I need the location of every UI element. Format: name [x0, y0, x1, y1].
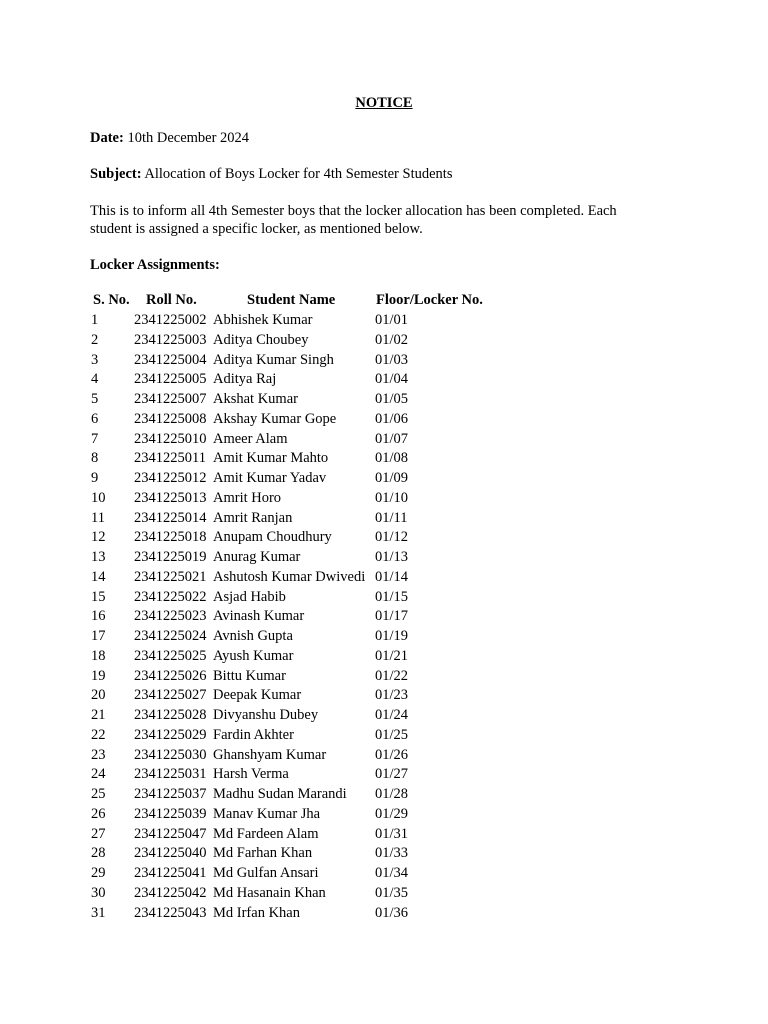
cell-name: Ghanshyam Kumar [213, 746, 327, 763]
cell-floor: 01/05 [375, 391, 409, 407]
cell-roll: 2341225011 [134, 450, 206, 467]
table-row [0, 746, 768, 766]
table-row [0, 528, 768, 548]
table-row [0, 469, 768, 489]
cell-sno: 27 [91, 825, 106, 842]
table-row [0, 647, 768, 667]
locker-table-rows [0, 311, 768, 923]
cell-floor: 01/09 [375, 470, 409, 486]
cell-roll: 2341225031 [134, 766, 207, 783]
cell-sno: 21 [91, 707, 106, 723]
table-row [0, 667, 768, 687]
cell-roll: 2341225043 [134, 904, 207, 921]
cell-floor: 01/12 [375, 529, 409, 546]
cell-floor: 01/26 [375, 746, 409, 763]
cell-name: Divyanshu Dubey [213, 707, 319, 723]
table-row [0, 588, 768, 608]
cell-sno: 17 [91, 628, 106, 644]
table-row [0, 390, 768, 410]
cell-sno: 9 [91, 470, 99, 486]
cell-roll: 2341225030 [134, 746, 207, 763]
cell-name: Amrit Horo [213, 489, 282, 506]
cell-roll: 2341225012 [134, 470, 207, 486]
cell-sno: 23 [91, 746, 106, 763]
intro-paragraph: This is to inform all 4th Semester boys that the locker allocation has been completed. Each student is assigned a specific locker, as mentioned below. [90, 203, 617, 237]
table-row [0, 430, 768, 450]
table-row [0, 370, 768, 390]
cell-floor: 01/02 [375, 331, 409, 348]
table-row [0, 548, 768, 568]
cell-roll: 2341225026 [134, 667, 207, 684]
cell-name: Aditya Kumar Singh [213, 351, 334, 368]
cell-roll: 2341225022 [134, 588, 207, 605]
cell-name: Md Farhan Khan [213, 845, 313, 862]
cell-name: Madhu Sudan Marandi [213, 786, 347, 802]
table-row [0, 884, 768, 904]
cell-floor: 01/04 [375, 371, 409, 388]
cell-name: Amit Kumar Mahto [213, 450, 329, 467]
cell-sno: 3 [91, 351, 99, 368]
cell-roll: 2341225005 [134, 371, 207, 388]
table-row [0, 805, 768, 825]
cell-floor: 01/14 [375, 568, 409, 585]
cell-floor: 01/08 [375, 450, 409, 467]
cell-name: Ameer Alam [213, 430, 288, 447]
cell-floor: 01/29 [375, 805, 409, 822]
cell-floor: 01/03 [375, 351, 409, 368]
cell-sno: 19 [91, 667, 106, 684]
cell-floor: 01/11 [375, 509, 408, 526]
cell-roll: 2341225040 [134, 845, 207, 862]
table-row [0, 726, 768, 746]
subject-line [90, 165, 452, 183]
cell-name: Deepak Kumar [213, 687, 302, 704]
table-row [0, 607, 768, 627]
cell-sno: 28 [91, 845, 106, 862]
cell-name: Akshat Kumar [213, 391, 298, 407]
table-row [0, 489, 768, 509]
cell-floor: 01/36 [375, 904, 409, 921]
cell-roll: 2341225025 [134, 647, 207, 664]
cell-roll: 2341225007 [134, 391, 207, 407]
date-label: Date: [90, 130, 124, 146]
header-sno: S. No. [93, 292, 130, 308]
cell-floor: 01/35 [375, 884, 409, 901]
table-row [0, 864, 768, 884]
notice-title: NOTICE [355, 95, 413, 111]
table-row [0, 410, 768, 430]
subject-label: Subject: [90, 166, 142, 182]
cell-roll: 2341225021 [134, 568, 207, 585]
cell-sno: 10 [91, 489, 106, 506]
cell-floor: 01/22 [375, 667, 409, 684]
header-roll: Roll No. [146, 292, 197, 308]
table-header [0, 291, 768, 309]
cell-roll: 2341225008 [134, 410, 207, 427]
cell-roll: 2341225027 [134, 687, 207, 704]
header-name: Student Name [247, 292, 336, 308]
cell-floor: 01/21 [375, 647, 409, 664]
cell-name: Amit Kumar Yadav [213, 470, 327, 486]
table-row [0, 311, 768, 331]
cell-name: Anurag Kumar [213, 549, 301, 565]
cell-sno: 2 [91, 331, 99, 348]
cell-name: Aditya Raj [213, 371, 277, 388]
table-row [0, 509, 768, 529]
table-row [0, 706, 768, 726]
cell-floor: 01/07 [375, 430, 409, 447]
cell-floor: 01/31 [375, 825, 409, 842]
table-row [0, 686, 768, 706]
cell-name: Ayush Kumar [213, 647, 294, 664]
cell-sno: 14 [91, 568, 106, 585]
cell-sno: 5 [91, 391, 99, 407]
cell-name: Akshay Kumar Gope [213, 410, 337, 427]
cell-sno: 13 [91, 549, 106, 565]
cell-sno: 18 [91, 647, 106, 664]
cell-sno: 29 [91, 865, 106, 881]
cell-floor: 01/13 [375, 549, 409, 565]
table-row [0, 568, 768, 588]
cell-name: Harsh Verma [213, 766, 289, 783]
cell-name: Md Gulfan Ansari [213, 865, 319, 881]
cell-roll: 2341225013 [134, 489, 207, 506]
cell-name: Md Fardeen Alam [213, 825, 319, 842]
cell-roll: 2341225014 [134, 509, 207, 526]
cell-name: Anupam Choudhury [213, 529, 332, 546]
cell-name: Avinash Kumar [213, 608, 305, 625]
cell-name: Asjad Habib [213, 588, 286, 605]
table-row [0, 627, 768, 647]
cell-name: Abhishek Kumar [213, 312, 313, 328]
cell-roll: 2341225002 [134, 312, 207, 328]
cell-roll: 2341225042 [134, 884, 207, 901]
cell-sno: 12 [91, 529, 106, 546]
cell-name: Bittu Kumar [213, 667, 286, 684]
cell-roll: 2341225037 [134, 786, 207, 802]
table-row [0, 331, 768, 351]
header-floor: Floor/Locker No. [376, 292, 483, 308]
date-line [90, 129, 249, 147]
subject-value: Allocation of Boys Locker for 4th Semester Students [144, 166, 453, 182]
cell-sno: 31 [91, 904, 106, 921]
cell-roll: 2341225003 [134, 331, 207, 348]
cell-name: Md Irfan Khan [213, 904, 300, 921]
cell-floor: 01/15 [375, 588, 409, 605]
cell-sno: 20 [91, 687, 106, 704]
cell-sno: 11 [91, 509, 105, 526]
table-row [0, 449, 768, 469]
cell-floor: 01/06 [375, 410, 409, 427]
table-row [0, 351, 768, 371]
cell-sno: 4 [91, 371, 99, 388]
cell-floor: 01/10 [375, 489, 409, 506]
cell-sno: 26 [91, 805, 106, 822]
cell-floor: 01/23 [375, 687, 409, 704]
table-row [0, 904, 768, 924]
cell-sno: 6 [91, 410, 99, 427]
cell-roll: 2341225041 [134, 865, 207, 881]
cell-roll: 2341225047 [134, 825, 207, 842]
cell-roll: 2341225010 [134, 430, 207, 447]
cell-floor: 01/19 [375, 628, 409, 644]
cell-name: Ashutosh Kumar Dwivedi [213, 568, 366, 585]
cell-floor: 01/33 [375, 845, 409, 862]
cell-floor: 01/27 [375, 766, 409, 783]
cell-name: Md Hasanain Khan [213, 884, 326, 901]
cell-roll: 2341225024 [134, 628, 207, 644]
cell-roll: 2341225023 [134, 608, 207, 625]
cell-floor: 01/01 [375, 312, 409, 328]
cell-name: Avnish Gupta [213, 628, 293, 644]
cell-sno: 25 [91, 786, 106, 802]
cell-roll: 2341225029 [134, 726, 207, 743]
cell-sno: 15 [91, 588, 106, 605]
cell-floor: 01/34 [375, 865, 409, 881]
cell-roll: 2341225018 [134, 529, 207, 546]
cell-floor: 01/24 [375, 707, 409, 723]
cell-sno: 7 [91, 430, 99, 447]
cell-sno: 24 [91, 766, 106, 783]
cell-roll: 2341225004 [134, 351, 207, 368]
assignments-heading: Locker Assignments: [90, 257, 220, 273]
cell-name: Aditya Choubey [213, 331, 309, 348]
table-row [0, 844, 768, 864]
cell-sno: 1 [91, 312, 99, 328]
date-value: 10th December 2024 [127, 130, 250, 146]
cell-name: Manav Kumar Jha [213, 805, 321, 822]
cell-sno: 16 [91, 608, 106, 625]
cell-floor: 01/25 [375, 726, 409, 743]
cell-floor: 01/28 [375, 786, 409, 802]
cell-name: Amrit Ranjan [213, 509, 293, 526]
table-row [0, 825, 768, 845]
cell-sno: 30 [91, 884, 106, 901]
cell-name: Fardin Akhter [213, 726, 294, 743]
cell-sno: 8 [91, 450, 99, 467]
cell-roll: 2341225028 [134, 707, 207, 723]
cell-sno: 22 [91, 726, 106, 743]
cell-floor: 01/17 [375, 608, 409, 625]
table-row [0, 765, 768, 785]
table-row [0, 785, 768, 805]
cell-roll: 2341225019 [134, 549, 207, 565]
cell-roll: 2341225039 [134, 805, 207, 822]
